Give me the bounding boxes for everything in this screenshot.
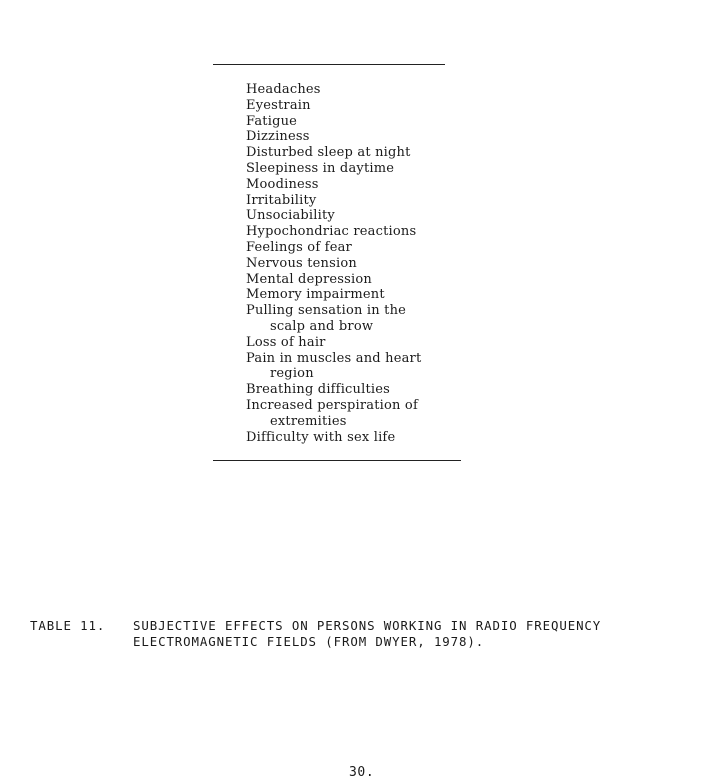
- list-item: [246, 161, 421, 177]
- list-item: [246, 129, 421, 145]
- list-item: [246, 382, 421, 398]
- effect-text: Moodiness: [246, 176, 319, 192]
- effect-text: Pain in muscles and heart: [246, 350, 422, 366]
- caption-text-2: ELECTROMAGNETIC FIELDS (FROM DWYER, 1978).: [133, 634, 485, 649]
- effect-continuation: extremities: [270, 413, 347, 429]
- list-item: [246, 98, 421, 114]
- effect-text: Mental depression: [246, 271, 372, 287]
- effect-text: Nervous tension: [246, 255, 357, 271]
- list-item: [246, 430, 421, 446]
- table-caption: [30, 618, 601, 650]
- caption-line-1: [30, 618, 601, 634]
- list-item: [246, 287, 421, 303]
- list-item: [246, 82, 421, 98]
- effect-continuation: scalp and brow: [270, 318, 374, 334]
- effect-text: Increased perspiration of: [246, 397, 418, 413]
- effect-text: Sleepiness in daytime: [246, 160, 395, 176]
- list-item: [246, 240, 421, 256]
- effect-text: Difficulty with sex life: [246, 429, 396, 445]
- list-item: [246, 114, 421, 130]
- table-top-rule: [213, 64, 445, 65]
- effect-text: Eyestrain: [246, 97, 311, 113]
- effect-text: Feelings of fear: [246, 239, 352, 255]
- list-item: [246, 398, 421, 430]
- list-item: [246, 224, 421, 240]
- list-item: [246, 208, 421, 224]
- list-item: [246, 272, 421, 288]
- list-item: [246, 193, 421, 209]
- caption-label: TABLE 11.: [30, 618, 106, 633]
- effect-text: Dizziness: [246, 129, 310, 145]
- effect-text: Breathing difficulties: [246, 382, 391, 398]
- list-item: [246, 303, 421, 335]
- effect-text: Memory impairment: [246, 287, 385, 303]
- effect-text: Loss of hair: [246, 334, 326, 350]
- list-item: [246, 177, 421, 193]
- effect-text: Pulling sensation in the: [246, 303, 407, 319]
- table-bottom-rule: [213, 460, 461, 461]
- effect-text: Fatigue: [246, 113, 298, 129]
- subjective-effects-list: [246, 82, 421, 445]
- caption-text-1: SUBJECTIVE EFFECTS ON PERSONS WORKING IN RADIO FREQUENCY: [133, 618, 602, 633]
- list-item: [246, 351, 421, 383]
- list-item: [246, 145, 421, 161]
- effect-text: Irritability: [246, 192, 317, 208]
- effect-text: Unsociability: [246, 208, 335, 224]
- effect-text: Headaches: [246, 82, 321, 97]
- page-number: 30.: [349, 765, 375, 780]
- effect-text: Disturbed sleep at night: [246, 145, 411, 161]
- list-item: [246, 335, 421, 351]
- effect-continuation: region: [270, 366, 314, 382]
- list-item: [246, 256, 421, 272]
- effect-text: Hypochondriac reactions: [246, 224, 417, 240]
